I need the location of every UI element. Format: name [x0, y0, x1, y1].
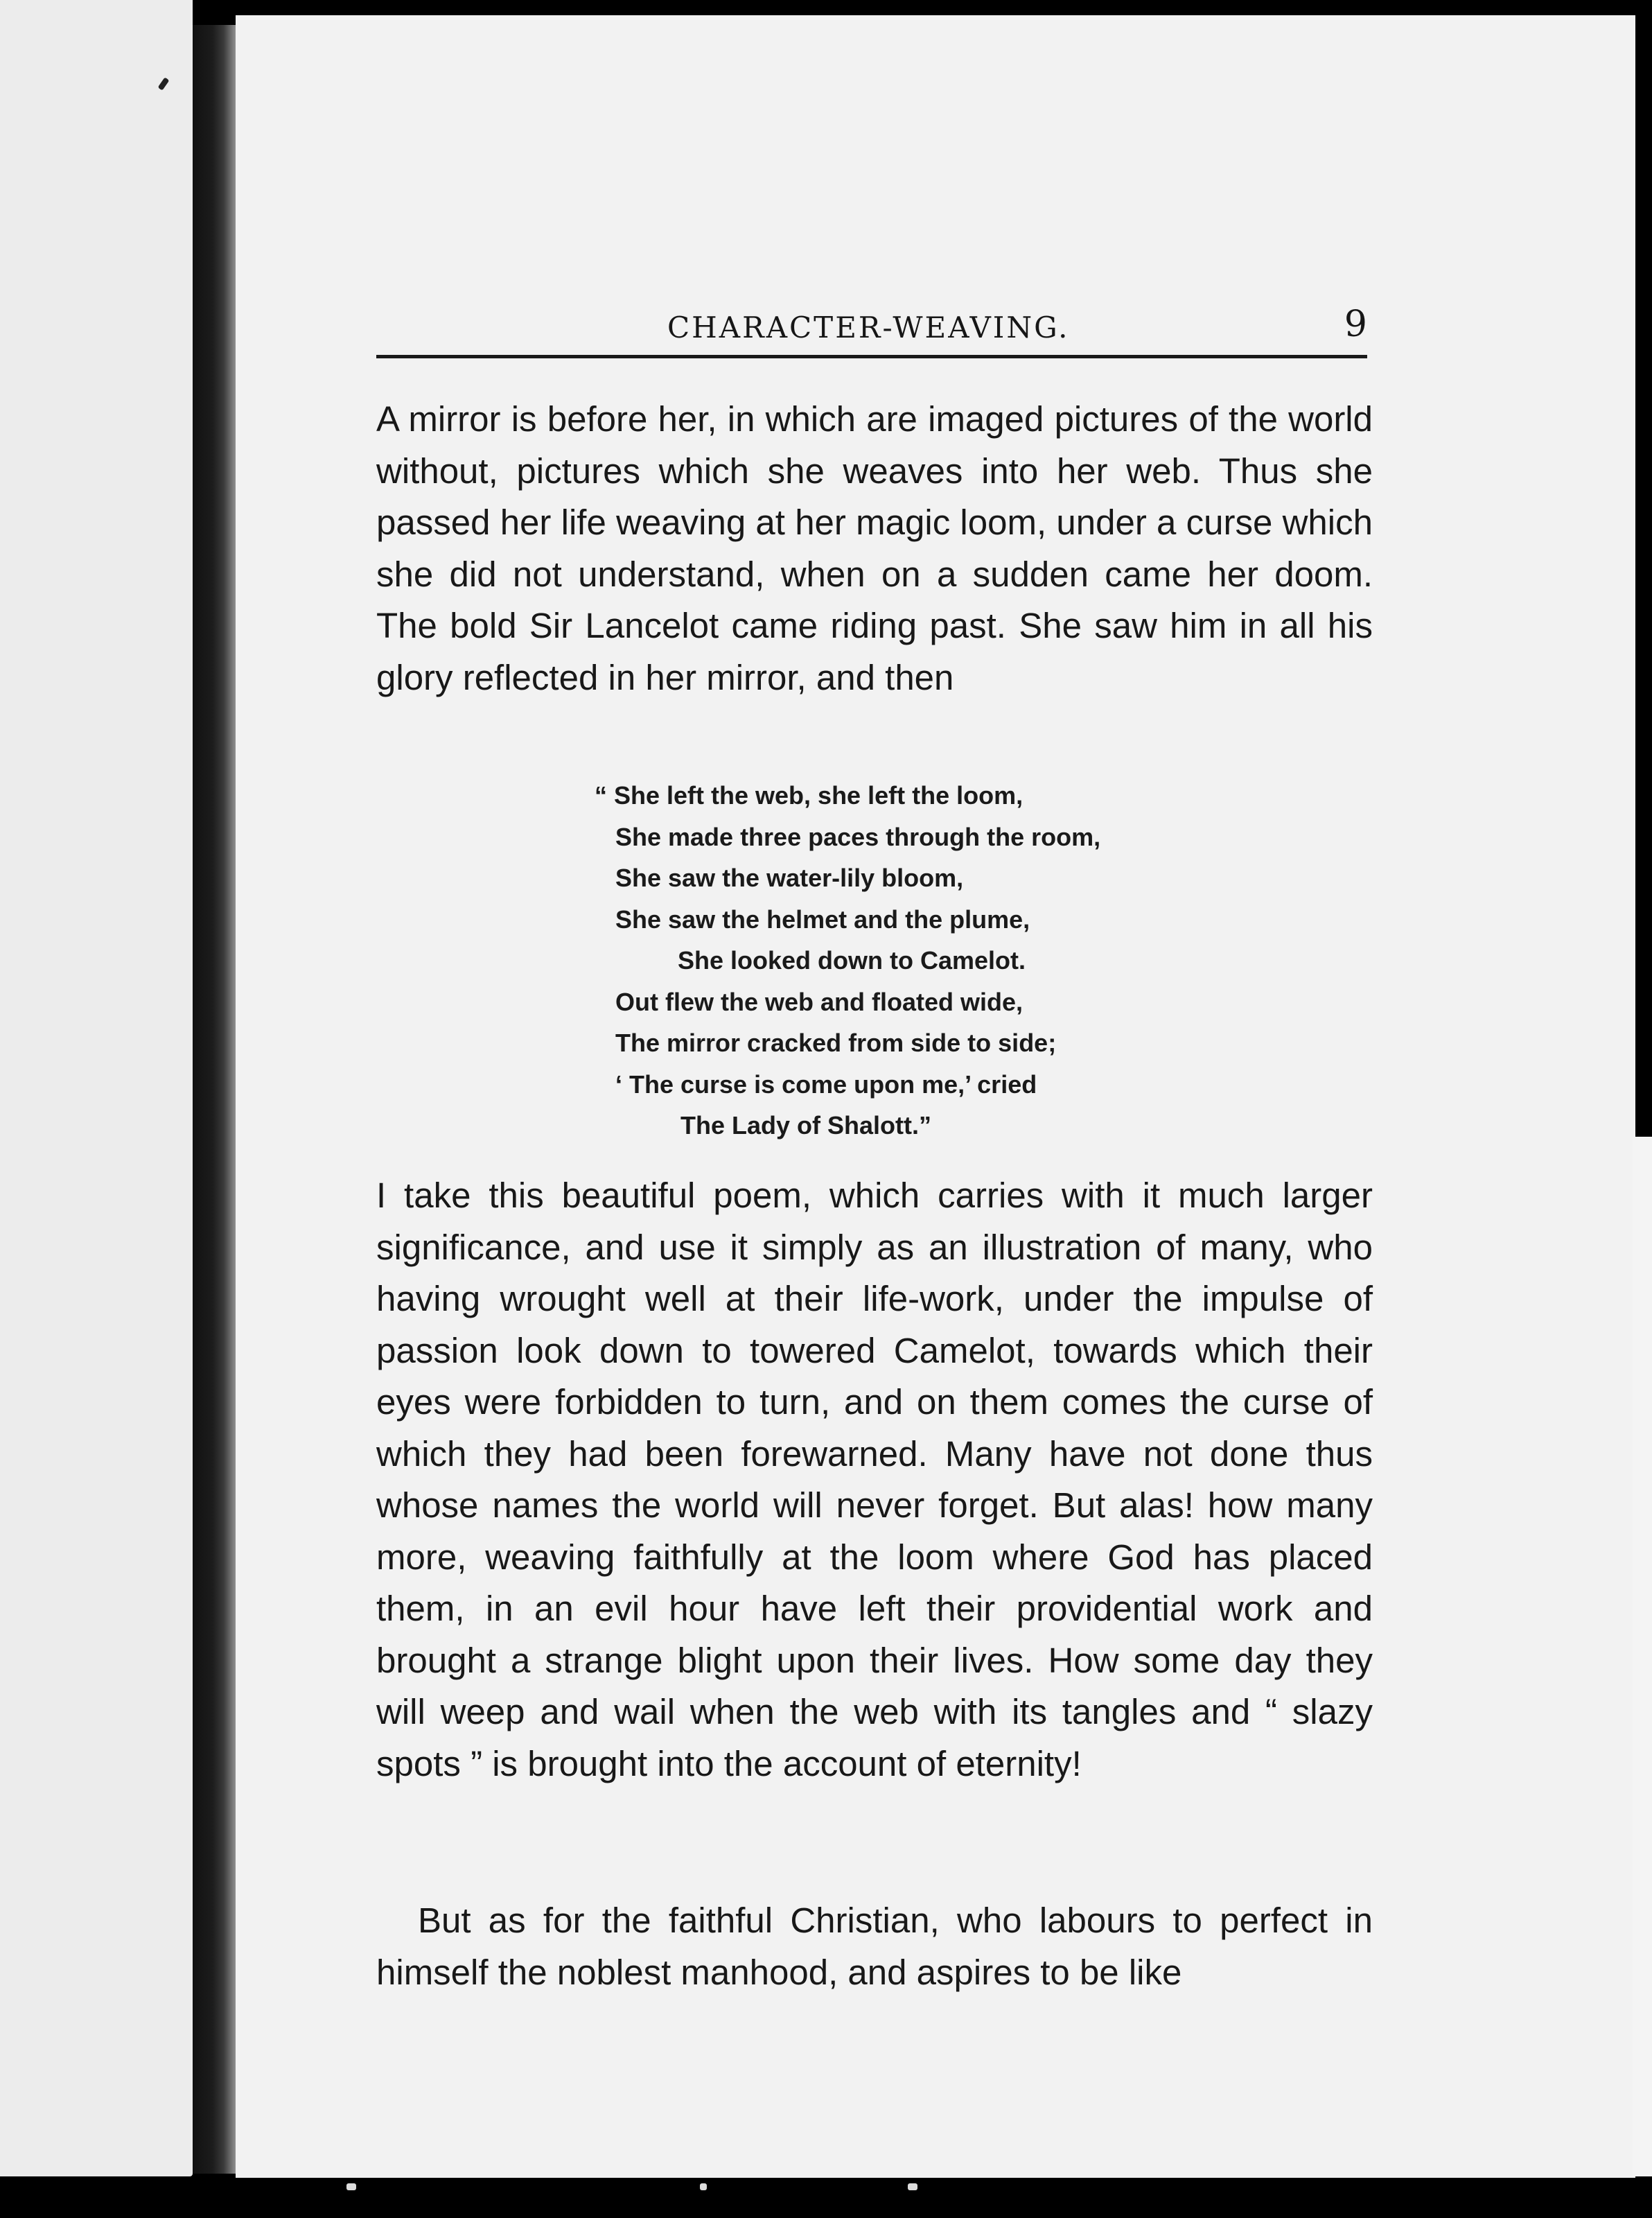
poem-line: She saw the water-lily bloom, — [615, 864, 964, 892]
poem-line: ‘ The curse is come upon me,’ cried — [615, 1069, 1037, 1099]
poem-line: The Lady of Shalott.” — [680, 1111, 932, 1139]
paragraph: A mirror is before her, in which are imaged pictures of the world without, pictures which she weaves into her web. Thus she passed her life weaving at her magic loom, under a curse which she did not understand, when on a sudden came her doom. The bold Sir Lancelot came riding past. She saw him in all his glory reflected in her mirror, and then — [376, 399, 1373, 697]
poem-line: “ She left the web, she left the loom, — [595, 781, 1023, 810]
scan-speck — [908, 2183, 917, 2190]
ink-mark — [158, 77, 170, 90]
book-gutter — [193, 25, 237, 2174]
right-page-edge — [1633, 1137, 1652, 2176]
running-head — [376, 304, 1367, 359]
header-rule — [376, 355, 1367, 358]
poem-quotation — [595, 775, 1218, 1146]
poem-line: The mirror cracked from side to side; — [615, 1029, 1057, 1057]
left-page-edge — [0, 0, 193, 2176]
paragraph: But as for the faithful Christian, who labours to perfect in himself the noblest manhood, and aspires to be like — [376, 1901, 1373, 1992]
scan-speck — [346, 2183, 356, 2190]
poem-line: Out flew the web and floated wide, — [615, 987, 1023, 1016]
scan-speck — [700, 2183, 707, 2190]
page-number: 9 — [1344, 304, 1367, 345]
poem-line: She made three paces through the room, — [615, 822, 1101, 851]
poem-line: She looked down to Camelot. — [678, 946, 1026, 975]
poem-line: She saw the helmet and the plume, — [615, 905, 1030, 934]
running-head-title: CHARACTER-WEAVING. — [667, 311, 1070, 344]
paragraph: I take this beautiful poem, which carries with it much larger significance, and use it simply as an illustration of many, who having wrought well at their life-work, under the impulse of passion look down to towered Camelot, towards which their eyes were forbidden to turn, and on them comes the curse of which they had been forewarned. Many have not done thus whose names the world will never forget. But alas! how many more, weaving faithfully at the loom where God has placed them, in an evil hour have left their providential work and brought a strange blight upon their lives. How some day they will weep and wail when the web with its tangles and “ slazy spots ” is brought into the account of eternity! — [376, 1176, 1373, 1783]
